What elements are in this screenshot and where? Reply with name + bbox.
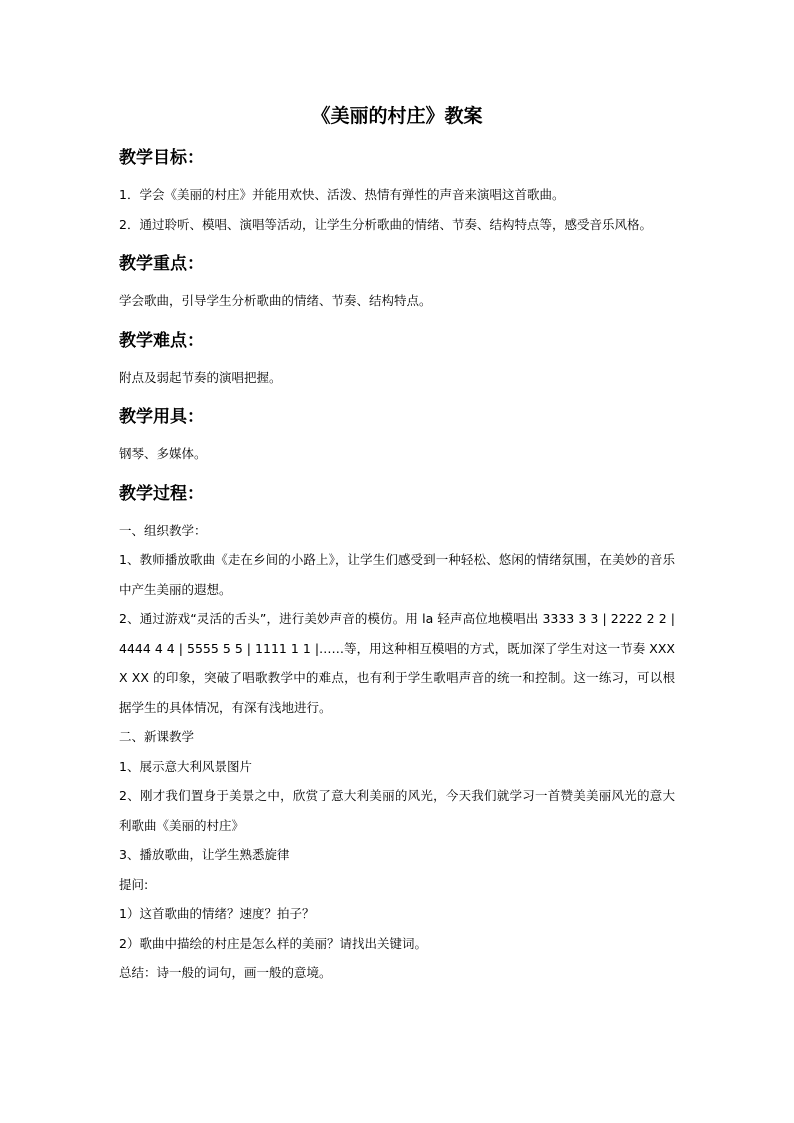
paragraph: 1）这首歌曲的情绪？速度？拍子？ xyxy=(119,906,315,921)
section-heading: 教学难点： xyxy=(119,330,204,351)
paragraph: 2．通过聆听、模唱、演唱等活动，让学生分析歌曲的情绪、节奏、结构特点等，感受音乐风格。 xyxy=(119,216,652,232)
section-teaching-tools xyxy=(119,403,675,469)
paragraph: 总结：诗一般的词句，画一般的意境。 xyxy=(119,965,332,980)
paragraph: 1、教师播放歌曲《走在乡间的小路上》，让学生们感受到一种轻松、悠闲的情绪氛围，在美妙的音乐中产生美丽的遐想。 xyxy=(119,552,675,597)
paragraph: 1、展示意大利风景图片 xyxy=(119,758,252,774)
paragraph: 二、新课教学 xyxy=(119,729,195,744)
section-teaching-focus xyxy=(119,250,675,316)
paragraph: 提问: xyxy=(119,876,149,892)
paragraph: 2、通过游戏“灵活的舌头”，进行美妙声音的模仿。用 la 轻声高位地模唱出 3333 3 3 | 2222 2 2 | 4444 4 4 | 5555 5 5 | 1111 1 1 |……等，用这种相互模唱的方式，既加深了学生对这一节奏 XXXX XX 的印象，突破了唱歌教学中的难点，也有利于学生歌唱声音的统一和控制。这一练习，可以根据学生的具体情况，有深有浅地进行。 xyxy=(119,611,675,715)
section-teaching-objectives xyxy=(119,144,675,239)
paragraph: 3、播放歌曲，让学生熟悉旋律 xyxy=(119,847,290,862)
section-teaching-difficulty xyxy=(119,327,675,393)
section-heading: 教学目标： xyxy=(119,148,204,168)
document-title: 《美丽的村庄》教案 xyxy=(311,105,483,127)
document-body xyxy=(119,144,675,988)
paragraph: 学会歌曲，引导学生分析歌曲的情绪、节奏、结构特点。 xyxy=(119,293,432,308)
paragraph: 钢琴、多媒体。 xyxy=(119,446,207,461)
section-heading: 教学过程： xyxy=(119,483,204,504)
paragraph: 2、刚才我们置身于美景之中，欣赏了意大利美丽的风光，今天我们就学习一首赞美美丽风光的意大利歌曲《美丽的村庄》 xyxy=(119,788,675,833)
section-heading: 教学重点： xyxy=(119,254,204,274)
paragraph: 2）歌曲中描绘的村庄是怎么样的美丽？请找出关键词。 xyxy=(119,935,427,951)
paragraph: 附点及弱起节奏的演唱把握。 xyxy=(119,369,282,385)
paragraph: 1．学会《美丽的村庄》并能用欢快、活泼、热情有弹性的声音来演唱这首歌曲。 xyxy=(119,187,565,202)
section-teaching-process xyxy=(119,480,675,988)
paragraph: 一、组织教学： xyxy=(119,522,207,538)
section-heading: 教学用具： xyxy=(119,407,204,427)
